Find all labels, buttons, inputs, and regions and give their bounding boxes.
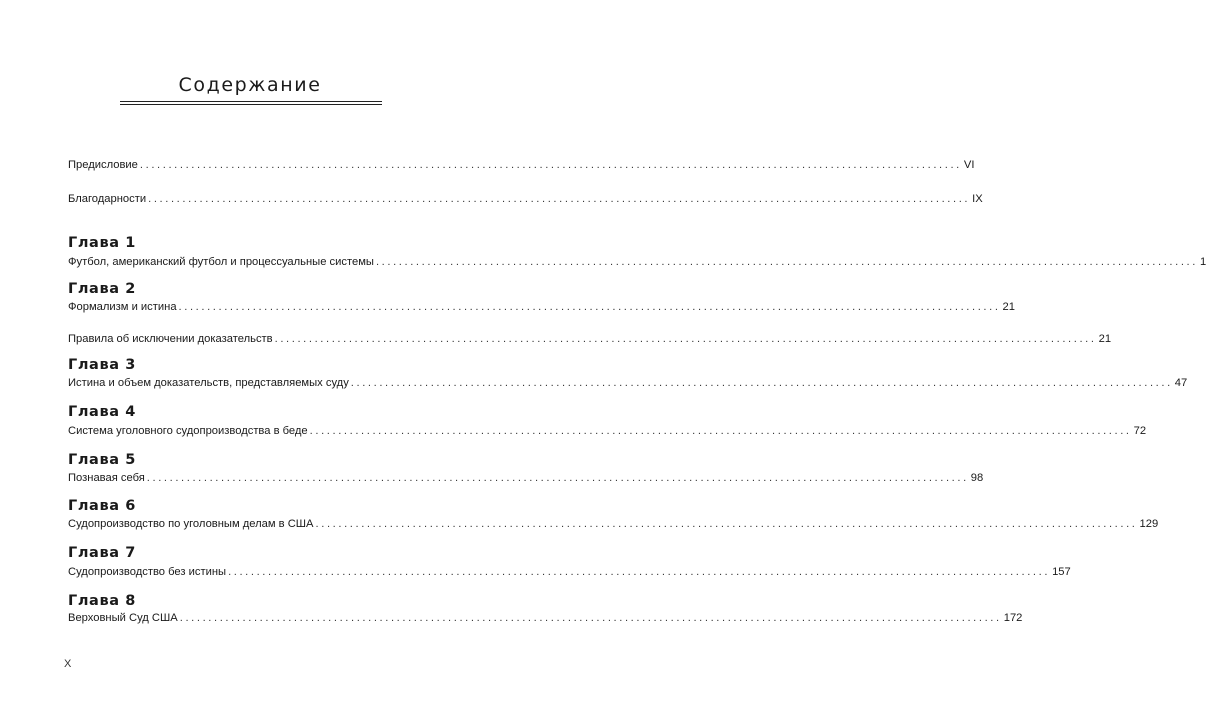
chapter-heading-7: Глава 7 xyxy=(68,545,136,561)
toc-page-number: VI xyxy=(963,159,975,171)
toc-entry-chapter-2a[interactable] xyxy=(68,300,1015,314)
chapter-heading-8: Глава 8 xyxy=(68,593,136,609)
toc-entry-label: Футбол, американский футбол и процессуальные системы xyxy=(68,256,374,268)
toc-entry-chapter-1[interactable] xyxy=(68,255,1206,269)
dot-leader: ................................................................................................................................................ xyxy=(228,566,1051,578)
toc-page-number: 172 xyxy=(1003,612,1023,624)
toc-page-number: 72 xyxy=(1133,425,1147,437)
toc-entry-chapter-4[interactable] xyxy=(68,424,1147,438)
toc-entry-label: Правила об исключении доказательств xyxy=(68,333,273,345)
toc-entry-preface[interactable] xyxy=(68,158,975,172)
chapter-heading-3: Глава 3 xyxy=(68,357,136,373)
toc-entry-label: Верховный Суд США xyxy=(68,612,178,624)
toc-entry-label: Судопроизводство без истины xyxy=(68,566,227,578)
dot-leader: ................................................................................................................................................ xyxy=(309,425,1132,437)
toc-page-number: 98 xyxy=(970,472,984,484)
toc-entry-chapter-7[interactable] xyxy=(68,565,1071,579)
toc-page-number: 1 xyxy=(1199,256,1206,268)
chapter-heading-1: Глава 1 xyxy=(68,235,136,251)
toc-page-number: 129 xyxy=(1139,518,1159,530)
toc-page-number: 21 xyxy=(1002,301,1015,313)
toc-entry-chapter-6[interactable] xyxy=(68,517,1159,531)
toc-entry-acknowledgements[interactable] xyxy=(68,192,983,206)
dot-leader: ................................................................................................................................................ xyxy=(139,159,962,171)
toc-entry-chapter-2b[interactable] xyxy=(68,332,1112,346)
toc-page-number: 157 xyxy=(1052,566,1071,578)
dot-leader: ................................................................................................................................................ xyxy=(274,333,1097,345)
chapter-heading-6: Глава 6 xyxy=(68,498,136,514)
page-folio: X xyxy=(64,658,72,670)
toc-entry-chapter-5[interactable] xyxy=(68,471,984,485)
dot-leader: ................................................................................................................................................ xyxy=(146,472,969,484)
dot-leader: ................................................................................................................................................ xyxy=(178,301,1001,313)
toc-entry-label: Благодарности xyxy=(68,193,147,205)
dot-leader: ................................................................................................................................................ xyxy=(179,612,1002,624)
toc-page-number: 47 xyxy=(1174,377,1188,389)
toc-page-number: IX xyxy=(972,193,983,205)
dot-leader: ................................................................................................................................................ xyxy=(315,518,1138,530)
dot-leader: ................................................................................................................................................ xyxy=(375,256,1198,268)
chapter-heading-4: Глава 4 xyxy=(68,404,136,420)
toc-entry-chapter-3[interactable] xyxy=(68,376,1188,390)
toc-entry-label: Судопроизводство по уголовным делам в США xyxy=(68,518,314,530)
toc-page-number: 21 xyxy=(1098,333,1112,345)
toc-entry-label: Истина и объем доказательств, представляемых суду xyxy=(68,377,349,389)
dot-leader: ................................................................................................................................................ xyxy=(350,377,1173,389)
chapter-heading-2: Глава 2 xyxy=(68,281,136,297)
toc-entry-label: Предисловие xyxy=(68,159,138,171)
page-title: Содержание xyxy=(178,74,322,96)
toc-entry-label: Система уголовного судопроизводства в беде xyxy=(68,425,308,437)
toc-entry-label: Познавая себя xyxy=(68,472,145,484)
chapter-heading-5: Глава 5 xyxy=(68,452,136,468)
toc-entry-label: Формализм и истина xyxy=(68,301,177,313)
dot-leader: ................................................................................................................................................ xyxy=(148,193,971,205)
title-double-rule xyxy=(120,101,382,105)
toc-entry-chapter-8[interactable] xyxy=(68,611,1023,625)
